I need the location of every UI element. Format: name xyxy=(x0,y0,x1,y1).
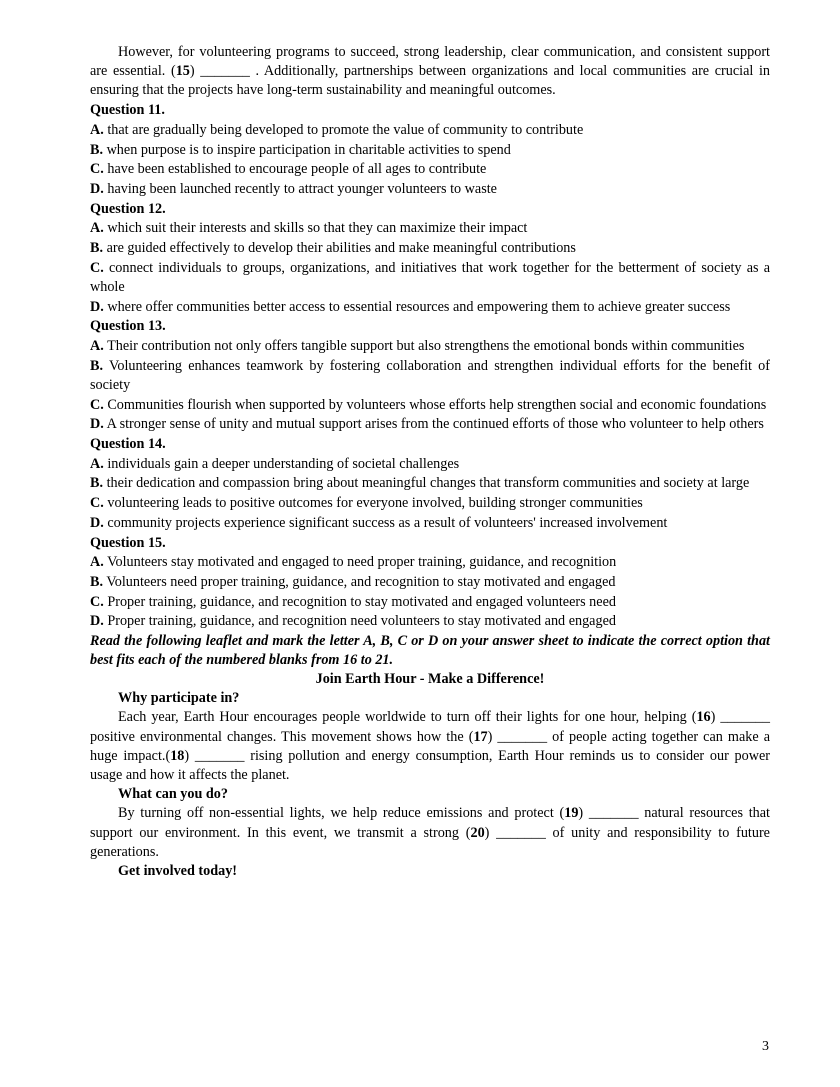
option-c: C. Communities flourish when supported by volunteers whose efforts help strengthen social and economic foundations xyxy=(90,396,767,413)
blank-17-number: 17 xyxy=(473,728,488,745)
blank-19-number: 19 xyxy=(564,805,579,822)
option-c: C. Proper training, guidance, and recognition to stay motivated and engaged volunteers need xyxy=(90,593,616,610)
leaflet-paragraph-1: Each year, Earth Hour encourages people worldwide to turn off their lights for one hour, helping (16) _______ positive environmental changes. This movement shows how the (17) _______ of people acting together can make a huge impact.(18) _______ rising pollution and energy consumption, Earth Hour reminds us to consider our power usage and how it affects the planet. xyxy=(90,709,770,784)
question-list xyxy=(90,101,770,631)
option-a: A. that are gradually being developed to promote the value of community to contribute xyxy=(90,121,584,138)
option-a: A. which suit their interests and skills so that they can maximize their impact xyxy=(90,220,528,237)
option-d: D. where offer communities better access to essential resources and empowering them to achieve greater success xyxy=(90,298,731,315)
instruction-text: Read the following leaflet and mark the letter A, B, C or D on your answer sheet to indicate the correct option that best fits each of the numbered blanks from 16 to 21. xyxy=(90,632,770,668)
question-title: Question 15. xyxy=(90,534,166,551)
option-c: C. volunteering leads to positive outcomes for everyone involved, building stronger communities xyxy=(90,495,643,512)
option-b: B. Volunteering enhances teamwork by fostering collaboration and strengthen individual efforts for the benefit of society xyxy=(90,357,770,393)
blank-18-number: 18 xyxy=(170,747,185,764)
leaflet-heading-what: What can you do? xyxy=(118,786,228,803)
leaflet-title: Join Earth Hour - Make a Difference! xyxy=(315,671,545,687)
question-13 xyxy=(90,317,770,434)
question-title: Question 14. xyxy=(90,436,166,453)
leaflet-heading-why: Why participate in? xyxy=(118,690,240,707)
option-b: B. are guided effectively to develop their abilities and make meaningful contributions xyxy=(90,240,576,257)
option-c: C. connect individuals to groups, organizations, and initiatives that work together for the betterment of society as a whole xyxy=(90,259,771,295)
question-title: Question 11. xyxy=(90,102,165,119)
blank-15-number: 15 xyxy=(175,63,190,80)
question-title: Question 13. xyxy=(90,318,166,335)
blank-16-number: 16 xyxy=(696,709,711,726)
question-14 xyxy=(90,435,770,533)
page-number: 3 xyxy=(762,1039,769,1054)
question-12 xyxy=(90,200,770,317)
option-a: A. Volunteers stay motivated and engaged to need proper training, guidance, and recognition xyxy=(90,554,617,571)
intro-text-continued: ) _______ . Additionally, partnerships between organizations and local communities are crucial in ensuring that the projects have long-term sustainability and meaningful outcomes. xyxy=(90,63,770,99)
leaflet-paragraph-2: By turning off non-essential lights, we help reduce emissions and protect (19) _______ natural resources that support our environment. In this event, we transmit a strong (20) _______ of unity and responsibility to future generations. xyxy=(90,805,770,860)
option-b: B. when purpose is to inspire participation in charitable activities to spend xyxy=(90,141,511,158)
question-11 xyxy=(90,101,770,199)
blank-20-number: 20 xyxy=(470,824,485,841)
option-d: D. Proper training, guidance, and recognition need volunteers to stay motivated and engaged xyxy=(90,613,616,630)
document-page xyxy=(90,43,770,881)
option-a: A. Their contribution not only offers tangible support but also strengthens the emotional bonds within communities xyxy=(90,338,745,355)
option-b: B. Volunteers need proper training, guidance, and recognition to stay motivated and engaged xyxy=(90,573,616,590)
option-d: D. community projects experience significant success as a result of volunteers' increased involvement xyxy=(90,514,668,531)
option-d: D. having been launched recently to attract younger volunteers to waste xyxy=(90,180,497,197)
question-title: Question 12. xyxy=(90,200,166,217)
option-a: A. individuals gain a deeper understanding of societal challenges xyxy=(90,455,460,472)
intro-text: However, for volunteering programs to succeed, strong leadership, clear communication, and consistent support are essential. ( xyxy=(90,44,770,80)
option-d: D. A stronger sense of unity and mutual support arises from the continued efforts of those who volunteer to help others xyxy=(90,416,764,433)
intro-paragraph xyxy=(90,43,770,101)
option-b: B. their dedication and compassion bring about meaningful changes that transform communities and society at large xyxy=(90,475,750,492)
question-15 xyxy=(90,534,770,632)
leaflet-heading-get-involved: Get involved today! xyxy=(118,863,238,880)
option-c: C. have been established to encourage people of all ages to contribute xyxy=(90,161,487,178)
